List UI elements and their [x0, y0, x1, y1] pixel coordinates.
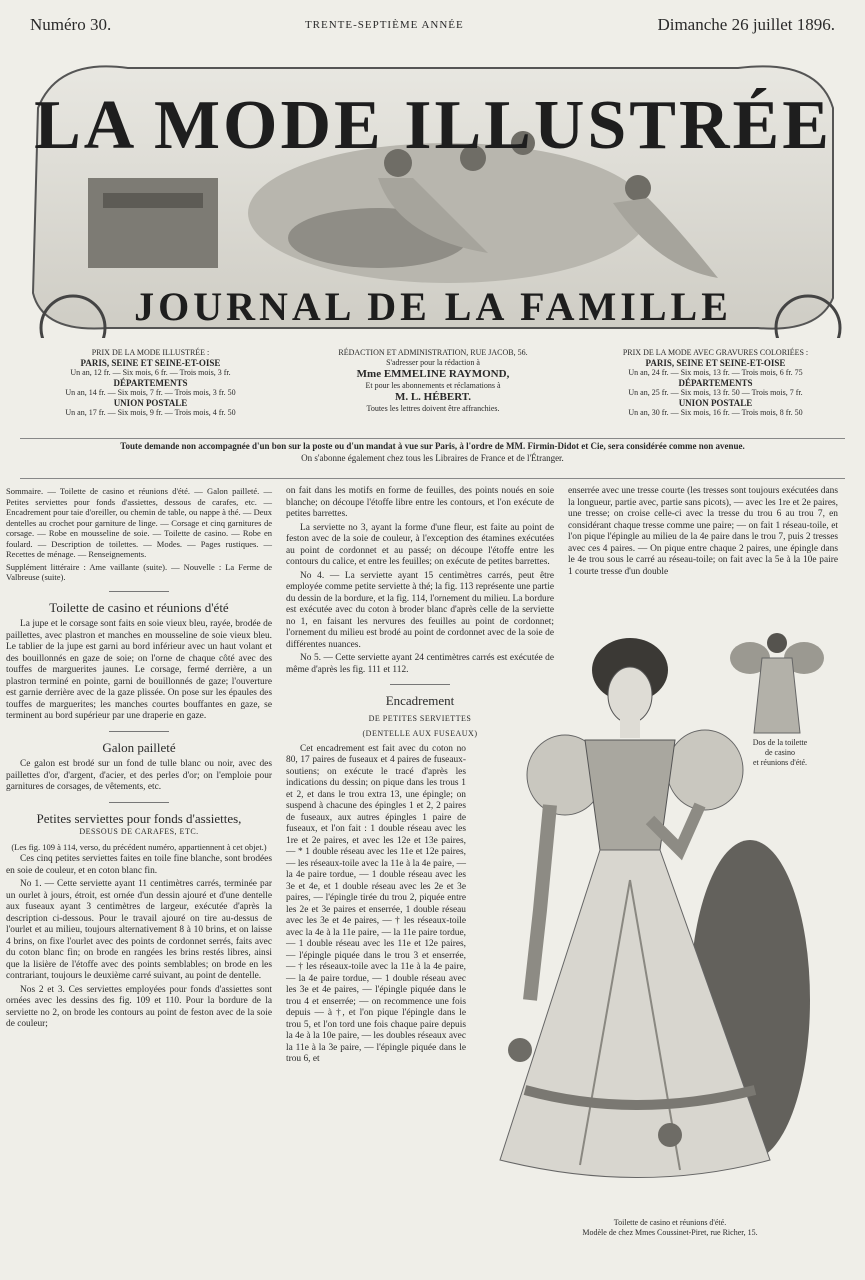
paragraph: Cet encadrement est fait avec du coton no 80, 17 paires de fuseaux et 4 paires de fuseaux-soutiens; on exécute le tracé d'après les indications du dessin; on pique dans les trous 1 et 2, et dans le trou extra 13, une épingle; on suspend à chacune des épingles 1 et 2, 2 paires de fuseaux, aux autres épingles 1 paire de fuseaux, et l'on fait : 1 double réseau avec les 1re et 2e paires, et avec les 12e et 13e paires, — * 1 double réseau avec les 11e et 12e paires, — les réseaux-toile avec la 11e à la 4e paire, — la 4e paire tordue, — 1 double réseau avec les 3e et 4e, et 1 double réseau avec les 2e et 3e paires, — l'épingle tirée du trou 2, piquée entre les 2e et 3e paires et enserrée, 1 double réseau avec les 3e et 4e paires, — † les réseaux-toile avec la 4e à la 11e paire, — la 11e paire tordue, — 1 double réseau avec les 11e et 12e paires, — l'épingle piquée dans le trou 3 et enserrée, — † les réseaux-toile avec la 11e à la 4e paire, — la 4e paire tordue, — 1 double réseau avec les 3e et 4e paires, — l'épingle piquée dans le trou 4 et enserrée; — on recommence une fois depuis — à †, et l'on pique l'épingle dans le trou 5, et l'on tord une fois chaque paire depuis la 4e à la 10e paire, — les doubles réseaux avec la 11e à la 3e paire, — l'épingle piquée dans le trou 6, et: [286, 743, 466, 1064]
masthead: [18, 38, 848, 338]
section-title: Galon pailleté: [102, 739, 176, 755]
year-label: TRENTE-SEPTIÈME ANNÉE: [304, 19, 464, 31]
prices-left: PRIX DE LA MODE ILLUSTRÉE : PARIS, SEINE ET SEINE-ET-OISE Un an, 12 fr. — Six mois, 6 fr. — Trois mois, 3 fr. DÉPARTEMENTS Un an, 14 fr. — Six mois, 7 fr. — Trois mois, 3 fr. 50 UNION POSTALE Un an, 17 fr. — Six mois, 9 fr. — Trois mois, 4 fr. 50: [65, 348, 236, 417]
section-title: Petites serviettes pour fonds d'assiettes,: [36, 810, 242, 826]
divider: [109, 802, 169, 803]
issue-date: Dimanche 26 juillet 1896.: [657, 15, 835, 34]
divider: [390, 684, 450, 685]
paragraph: No 4. — La serviette ayant 15 centimètres carrés, peut être employée comme petite serviette à thé; la fig. 113 représente une partie du dessin de la bordure, et la fig. 114, l'ornement du milieu. La bordure est exécutée avec du coton à broder blanc d'après celle de la serviette no 1, en faisant les nervures des feuilles au point de cordonnet; l'ornement du milieu est brodé au point de cordonnet avec de la soie de différentes nuances.: [286, 570, 554, 650]
paragraph: La jupe et le corsage sont faits en soie vieux bleu, rayée, brodée de paillettes, avec plastron et manches en mousseline de soie vieux bleu. Le tablier de la jupe est garni au bord inférieur avec un haut volant et des bouillonnés en gaze de soie; on l'orne de chaque côté avec des touffes de marguerites jaunes. Le corsage, fermé derrière, a un plastron terminé en pointe, garni de bouillonnés de gaze; l'ouverture est garnie derrière avec de la gaze plissée. On pose sur les épaules des touffes de marguerites; les manches courtes bouffantes en gaze, se terminent au bord supérieur par une draperie en gaze.: [6, 619, 272, 721]
figure-note: (Les fig. 109 à 114, verso, du précédent numéro, appartiennent à cet objet.): [11, 841, 267, 852]
column-1: [6, 486, 272, 1033]
divider: [109, 731, 169, 732]
paragraph: enserrée avec une tresse courte (les tresses sont toujours exécutées dans la longueur, partie avec, partie sans picots), — avec les 1re et 2e paires, une tresse; on croise celle-ci avec la tresse du trou 6 au trou 7, en considérant chaque tresse comme une paire; — on fait 1 réseau-toile, et l'on pique l'épingle au milieu de la 4e paire dans le trou 7, puis 2 tresses avec ces 4 paires. — On pique entre chaque 2 paires, une épingle dans le 4e trou sous le carré au réseau-toile; on fait avec la 5e à la 10e paire 1 courte tresse d'un double: [568, 486, 838, 577]
top-line: [30, 14, 835, 36]
masthead-illustration: [18, 38, 848, 338]
paragraph: No 5. — Cette serviette ayant 24 centimètres carrés est exécutée de même d'après les fig. 111 et 112.: [286, 653, 554, 675]
masthead-subtitle: JOURNAL DE LA FAMILLE: [134, 284, 732, 329]
paragraph: La serviette no 3, ayant la forme d'une fleur, est faite au point de feston avec de la soie de couleur, à l'exception des étamines exécutées au point de cordonnet et au passé; on découpe l'étoffe entre les contours du calice, et entre les feuilles; on exécute de petites barrettes.: [286, 522, 554, 567]
notice: Toute demande non accompagnée d'un bon sur la poste ou d'un mandat à vue sur Paris, à l'ordre de MM. Firmin-Didot et Cie, sera considérée comme non avenue. On s'abonne également chez tous les Libraires de France et de l'Étranger.: [120, 441, 745, 463]
section-subtitle: DESSOUS DE CARAFES, ETC.: [79, 827, 199, 836]
issue-number: Numéro 30.: [30, 15, 112, 34]
paragraph: Ce galon est brodé sur un fond de tulle blanc ou noir, avec des paillettes d'or, d'argent, d'acier, et des perles d'or; on l'emploie pour garnitures de corsages, de vêtements, etc.: [6, 759, 272, 792]
section-subtitle: DE PETITES SERVIETTES: [368, 713, 472, 723]
supplement: Supplément littéraire : Ame vaillante (suite). — Nouvelle : La Ferme de Valbreuse (suite).: [6, 561, 272, 582]
header-rule: [20, 438, 845, 439]
divider: [109, 591, 169, 592]
paragraph: Ces cinq petites serviettes faites en toile fine blanche, sont brodées en soie de couleur, et en coton blanc fin.: [6, 854, 272, 876]
paragraph: No 1. — Cette serviette ayant 11 centimètres carrés, terminée par un ourlet à jours, étroit, est ornée d'un dessin ajouré et d'une dentelle aux fuseaux ayant 3 centimètres de largeur, exécutée d'après la description ci-dessous. Pour le travail ajouré on tire au-dessus de l'ourlet et au milieu, toujours alternativement 8 à 10 brins, et on laisse 4 brins, on fixe l'ourlet avec des points de cordonnet serrés, faits avec du coton blanc fin; on brode en rangées les brins restés libres, ainsi que la lisière de l'étoffe avec des points semblables; on brode en les contrariant, toujours le deuxième carré suivant, au point de dentelle.: [6, 879, 272, 981]
sommaire: Sommaire. — Toilette de casino et réunions d'été. — Galon pailleté. — Petites serviettes pour fonds d'assiettes, dessous de carafes, etc. — Encadrement pour taie d'oreiller, ou chemin de table, ou nappe à thé. — Deux dentelles au crochet pour garniture de linge. — Corsage et cinq garnitures de corsage. — Robe en mousseline de soie. — Toilette de casino. — Robe en foulard. — Description de toilettes. — Modes. — Pages rustiques. — Recettes de ménage. — Renseignements.: [6, 486, 272, 559]
figure-caption: Toilette de casino et réunions d'été. Modèle de chez Mmes Coussinet-Piret, rue Richer, 15.: [582, 1218, 758, 1237]
masthead-title: LA MODE ILLUSTRÉE: [34, 87, 832, 164]
section-title: Encadrement: [385, 693, 455, 708]
paragraph: Nos 2 et 3. Ces serviettes employées pour fonds d'assiettes sont ornées avec les dessins des fig. 109 et 110. Pour la bordure de la serviette no 2, on brode les contours au point de feston avec de la soie de couleur;: [6, 984, 272, 1029]
section-subtitle: (DENTELLE AUX FUSEAUX): [362, 729, 478, 738]
paragraph: on fait dans les motifs en forme de feuilles, des points noués en soie blanche; on découpe l'étoffe libre entre les contours, et l'on exécute de petites barrettes.: [286, 486, 554, 519]
prices-right: PRIX DE LA MODE AVEC GRAVURES COLORIÉES : PARIS, SEINE ET SEINE-ET-OISE Un an, 24 fr. — Six mois, 13 fr. — Trois mois, 6 fr. 75 DÉPARTEMENTS Un an, 25 fr. — Six mois, 13 fr. 50 — Trois mois, 7 fr. UNION POSTALE Un an, 30 fr. — Six mois, 16 fr. — Trois mois, 8 fr. 50: [622, 348, 809, 417]
column-3: [568, 486, 838, 580]
notice-rule: [20, 478, 845, 479]
editorial-address: RÉDACTION ET ADMINISTRATION, RUE JACOB, 56. S'adresser pour la rédaction à Mme EMMELINE RAYMOND, Et pour les abonnements et réclamations à M. L. HÉBERT. Toutes les lettres doivent être affranchies.: [338, 348, 528, 413]
dress-back-caption: Dos de la toilette de casino et réunions d'été.: [752, 738, 808, 767]
fashion-illustration: [470, 620, 810, 1200]
section-title: Toilette de casino et réunions d'été: [49, 599, 229, 615]
subscription-info: [18, 342, 848, 434]
